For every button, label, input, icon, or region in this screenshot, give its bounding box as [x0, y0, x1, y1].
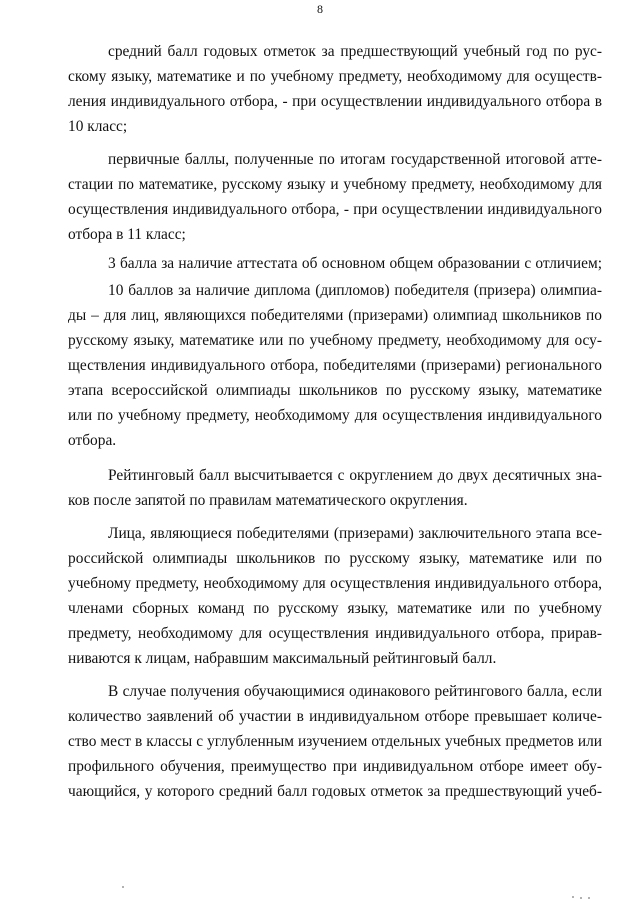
- text-line: Рейтинговый балл высчитывается с округлением до двух десятичных зна-: [108, 467, 602, 484]
- scan-speck: [572, 896, 574, 898]
- text-line: этапа всероссийской олимпиады школьников по русскому языку, математике: [68, 382, 602, 399]
- text-line: членами сборных команд по русскому языку, математике или по учебному: [68, 600, 602, 617]
- text-line: отбора в 11 класс;: [68, 226, 186, 243]
- text-line: русскому языку, математике или по учебному предмету, необходимому для осу-: [68, 332, 602, 349]
- text-line: ды – для лиц, являющихся победителями (призерами) олимпиад школьников по: [68, 307, 602, 324]
- text-line: Лица, являющиеся победителями (призерами) заключительного этапа все-: [108, 525, 602, 542]
- text-line: учебному предмету, необходимому для осуществления индивидуального отбора,: [68, 575, 602, 592]
- text-line: первичные баллы, полученные по итогам государственной итоговой атте-: [108, 151, 602, 168]
- text-line: чающийся, у которого средний балл годовых отметок за предшествующий учеб-: [68, 783, 602, 800]
- page-number: 8: [317, 2, 323, 16]
- text-line: ков после запятой по правилам математического округления.: [68, 492, 468, 509]
- text-line: 3 балла за наличие аттестата об основном общем образовании с отличием;: [108, 255, 602, 272]
- text-line: ществления индивидуального отбора, победителями (призерами) регионального: [68, 357, 602, 374]
- text-line: или по учебному предмету, необходимому для осуществления индивидуального: [68, 407, 602, 424]
- text-line: осуществления индивидуального отбора, - при осуществлении индивидуального: [68, 201, 602, 218]
- scan-speck: [580, 897, 582, 899]
- text-line: скому языку, математике и по учебному предмету, необходимому для осуществ-: [68, 68, 602, 85]
- scan-speck: [122, 886, 124, 888]
- text-line: 10 баллов за наличие диплома (дипломов) победителя (призера) олимпиа-: [108, 282, 602, 299]
- text-line: 10 класс;: [68, 118, 128, 135]
- text-line: профильного обучения, преимущество при индивидуальном отборе имеет обу-: [68, 758, 602, 775]
- text-line: российской олимпиады школьников по русскому языку, математике или по: [68, 550, 602, 567]
- scan-speck: [588, 897, 590, 899]
- text-line: количество заявлений об участии в индивидуальном отборе превышает количе-: [68, 708, 602, 725]
- text-line: отбора.: [68, 432, 117, 449]
- text-line: средний балл годовых отметок за предшествующий учебный год по рус-: [108, 43, 602, 60]
- text-line: В случае получения обучающимися одинакового рейтингового балла, если: [108, 683, 602, 700]
- text-line: ниваются к лицам, набравшим максимальный рейтинговый балл.: [68, 650, 497, 667]
- text-line: стации по математике, русскому языку и учебному предмету, необходимому для: [68, 176, 602, 193]
- text-line: предмету, необходимому для осуществления индивидуального отбора, прирав-: [68, 625, 602, 642]
- text-line: ления индивидуального отбора, - при осуществлении индивидуального отбора в: [68, 93, 602, 110]
- text-line: ство мест в классы с углубленным изучением отдельных учебных предметов или: [68, 733, 602, 750]
